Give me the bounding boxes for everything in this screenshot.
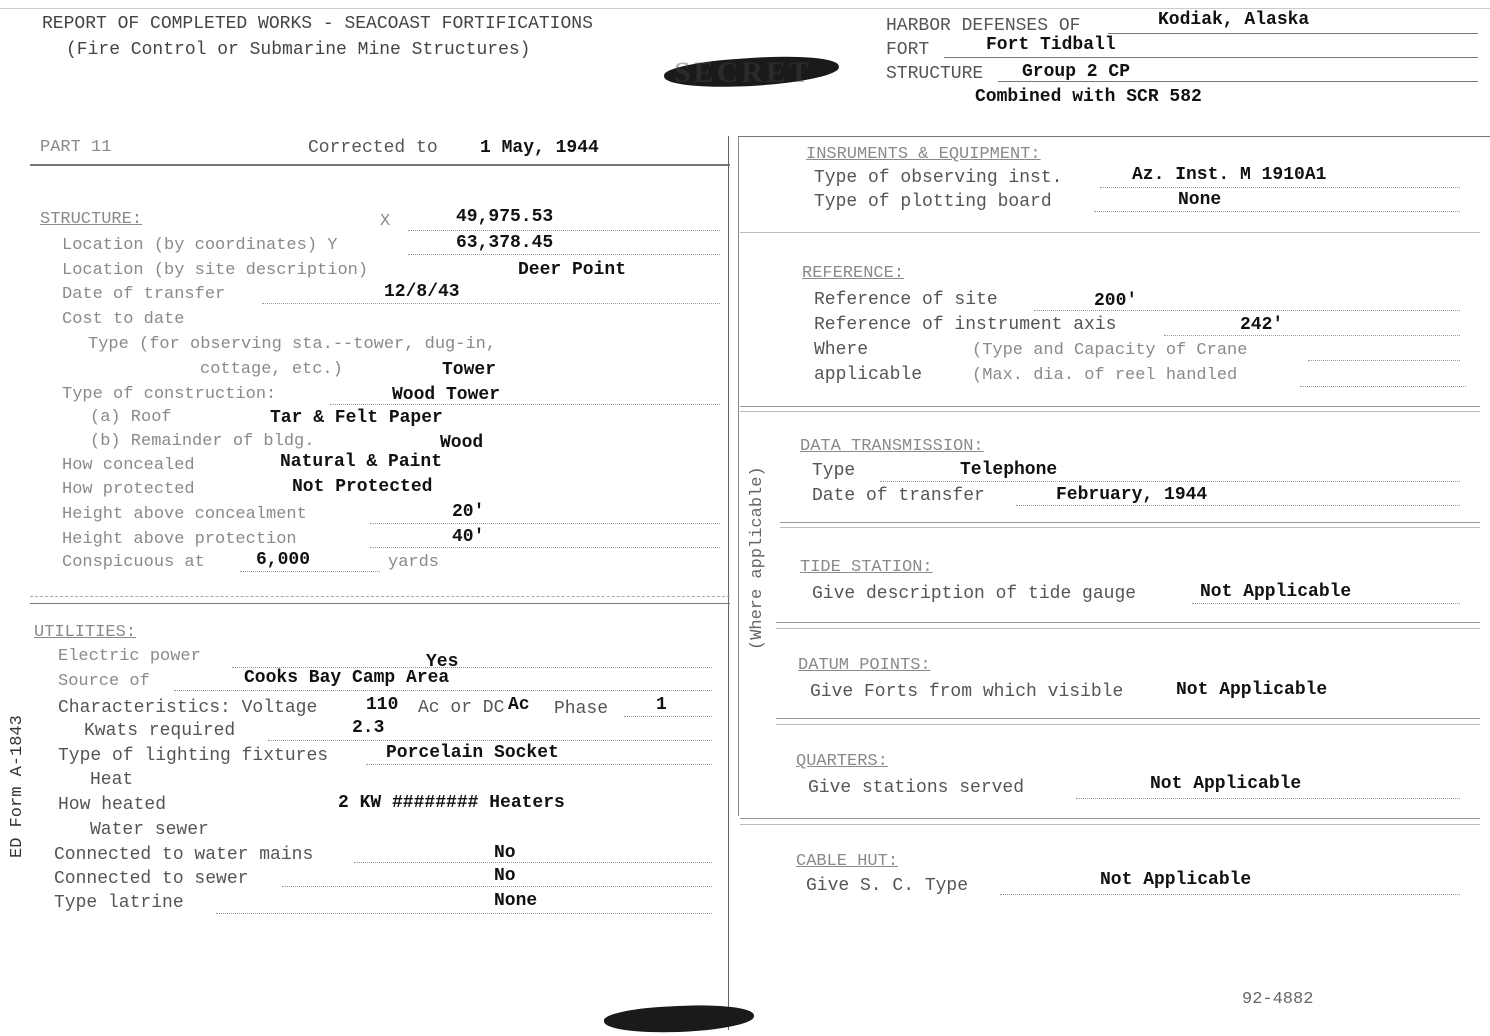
- construction-label: Type of construction:: [62, 385, 277, 404]
- document-number: 92-4882: [1242, 990, 1314, 1009]
- type-value: Tower: [442, 360, 497, 380]
- instruments-heading: INSRUMENTS & EQUIPMENT:: [806, 145, 1041, 164]
- harbor-label: HARBOR DEFENSES OF: [886, 16, 1081, 36]
- ref-site-label: Reference of site: [814, 290, 998, 310]
- plotting-label: Type of plotting board: [814, 192, 1052, 212]
- voltage-value: 110: [366, 695, 399, 715]
- tide-label: Give description of tide gauge: [812, 584, 1137, 604]
- ref-site-value: 200': [1094, 291, 1138, 311]
- quarters-value: Not Applicable: [1150, 774, 1302, 794]
- data-transmission-heading: DATA TRANSMISSION:: [800, 437, 984, 456]
- phase-label: Phase: [554, 699, 609, 719]
- transfer-label: Date of transfer: [62, 285, 226, 304]
- where-applicable-note: (Where applicable): [748, 466, 767, 650]
- cable-hut-label: Give S. C. Type: [806, 876, 969, 896]
- x-value: 49,975.53: [456, 207, 554, 227]
- conspicuous-value: 6,000: [256, 550, 311, 570]
- column-divider: [728, 136, 729, 1030]
- electric-value: Yes: [426, 652, 459, 672]
- concealed-value: Natural & Paint: [280, 452, 443, 472]
- datum-value: Not Applicable: [1176, 680, 1328, 700]
- heat-label: Heat: [90, 770, 134, 790]
- heated-value: 2 KW ######## Heaters: [338, 793, 565, 813]
- secret-stamp: [664, 52, 844, 92]
- remainder-label: (b) Remainder of bldg.: [90, 432, 315, 451]
- fixtures-value: Porcelain Socket: [386, 743, 559, 763]
- crane-label: (Type and Capacity of Crane: [972, 341, 1248, 360]
- phase-value: 1: [656, 695, 667, 715]
- report-subtitle: (Fire Control or Submarine Mine Structures): [66, 40, 531, 60]
- voltage-label: Characteristics: Voltage: [58, 698, 318, 718]
- roof-label: (a) Roof: [90, 408, 172, 427]
- roof-value: Tar & Felt Paper: [270, 408, 443, 428]
- structure-heading: STRUCTURE:: [40, 210, 143, 229]
- dt-date-label: Date of transfer: [812, 486, 985, 506]
- tide-value: Not Applicable: [1200, 582, 1352, 602]
- part-label: PART 11: [40, 138, 112, 157]
- cable-hut-heading: CABLE HUT:: [796, 852, 899, 871]
- structure-value: Group 2 CP: [1022, 62, 1131, 82]
- conspicuous-unit: yards: [388, 553, 440, 572]
- remainder-value: Wood: [440, 433, 484, 453]
- fort-value: Fort Tidball: [986, 35, 1116, 55]
- dt-type-label: Type: [812, 461, 856, 481]
- height-protect-value: 40': [452, 527, 485, 547]
- fort-label: FORT: [886, 40, 930, 60]
- height-protect-label: Height above protection: [62, 530, 297, 549]
- tide-heading: TIDE STATION:: [800, 558, 933, 577]
- corrected-value: 1 May, 1944: [480, 138, 599, 158]
- protected-label: How protected: [62, 480, 195, 499]
- corrected-label: Corrected to: [308, 138, 438, 158]
- x-label: X: [380, 212, 391, 231]
- height-conceal-label: Height above concealment: [62, 505, 307, 524]
- where-label: Where: [814, 340, 869, 360]
- reference-heading: REFERENCE:: [802, 264, 905, 283]
- cost-label: Cost to date: [62, 310, 185, 329]
- water-label: Water sewer: [90, 820, 209, 840]
- reel-label: (Max. dia. of reel handled: [972, 366, 1238, 385]
- type-label-2: cottage, etc.): [200, 360, 343, 379]
- column-divider-inner: [738, 136, 739, 816]
- cable-hut-value: Not Applicable: [1100, 870, 1252, 890]
- plotting-value: None: [1178, 190, 1222, 210]
- sewer-value: No: [494, 866, 516, 886]
- electric-label: Electric power: [58, 647, 201, 666]
- observing-value: Az. Inst. M 1910A1: [1132, 165, 1327, 185]
- latrine-label: Type latrine: [54, 893, 184, 913]
- type-label-1: Type (for observing sta.--tower, dug-in,: [88, 335, 497, 354]
- latrine-value: None: [494, 891, 538, 911]
- structure-label: STRUCTURE: [886, 64, 984, 84]
- observing-label: Type of observing inst.: [814, 168, 1063, 188]
- structure-note: Combined with SCR 582: [975, 87, 1202, 107]
- bottom-stamp: [600, 1002, 760, 1030]
- dt-date-value: February, 1944: [1056, 485, 1208, 505]
- construction-value: Wood Tower: [392, 385, 501, 405]
- harbor-value: Kodiak, Alaska: [1158, 10, 1310, 30]
- heated-label: How heated: [58, 795, 167, 815]
- top-border: [0, 8, 1490, 9]
- form-id: ED Form A-1843: [8, 715, 27, 858]
- applicable-label: applicable: [814, 365, 923, 385]
- fixtures-label: Type of lighting fixtures: [58, 746, 329, 766]
- datum-label: Give Forts from which visible: [810, 682, 1124, 702]
- kw-label: Kwats required: [84, 721, 236, 741]
- sewer-label: Connected to sewer: [54, 869, 249, 889]
- site-label: Location (by site description): [62, 261, 369, 280]
- coord-label: Location (by coordinates) Y: [62, 236, 338, 255]
- source-value: Cooks Bay Camp Area: [244, 668, 450, 688]
- mains-value: No: [494, 843, 516, 863]
- ref-axis-value: 242': [1240, 315, 1284, 335]
- report-title: REPORT OF COMPLETED WORKS - SEACOAST FORTIFICATIONS: [42, 14, 593, 34]
- secret-stamp-text: SECRET: [674, 56, 813, 89]
- concealed-label: How concealed: [62, 456, 195, 475]
- acdc-label: Ac or DC: [418, 698, 505, 718]
- quarters-heading: QUARTERS:: [796, 752, 888, 771]
- quarters-label: Give stations served: [808, 778, 1025, 798]
- kw-value: 2.3: [352, 718, 385, 738]
- source-label: Source of: [58, 672, 150, 691]
- y-value: 63,378.45: [456, 233, 554, 253]
- protected-value: Not Protected: [292, 477, 433, 497]
- acdc-value: Ac: [508, 695, 530, 715]
- ref-axis-label: Reference of instrument axis: [814, 315, 1117, 335]
- dt-type-value: Telephone: [960, 460, 1058, 480]
- utilities-heading: UTILITIES:: [34, 623, 137, 642]
- mains-label: Connected to water mains: [54, 845, 314, 865]
- transfer-value: 12/8/43: [384, 282, 460, 302]
- height-conceal-value: 20': [452, 502, 485, 522]
- conspicuous-label: Conspicuous at: [62, 553, 205, 572]
- site-value: Deer Point: [518, 260, 627, 280]
- datum-heading: DATUM POINTS:: [798, 656, 931, 675]
